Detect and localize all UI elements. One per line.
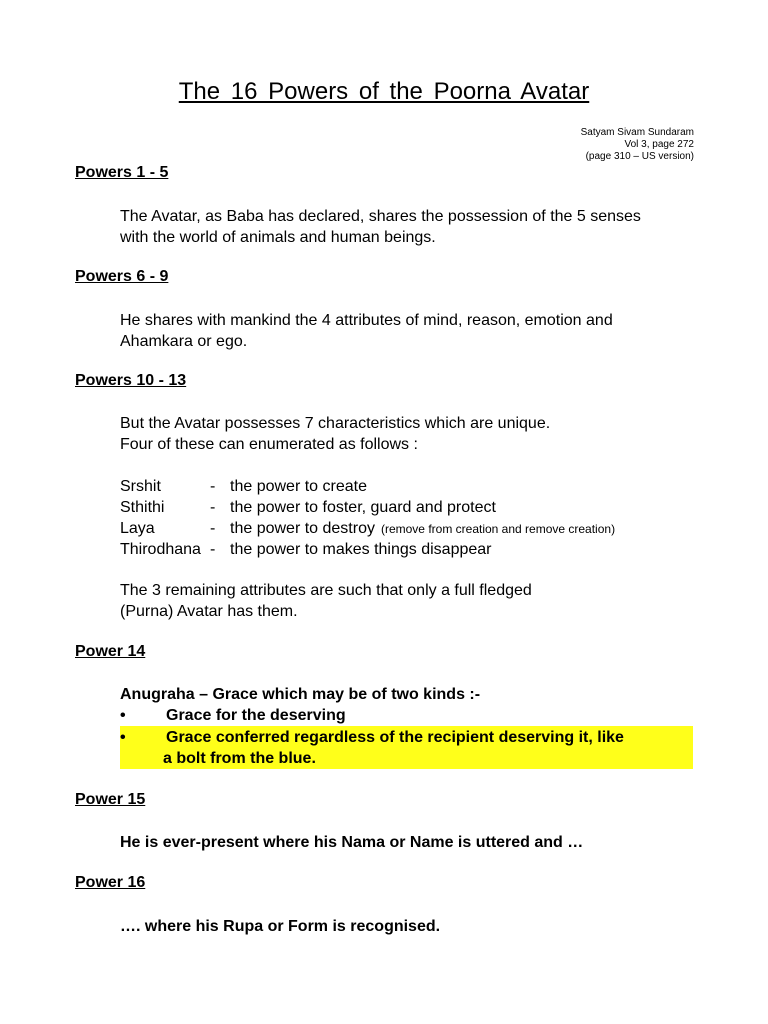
bullet-icon: • <box>120 729 126 746</box>
section-intro: Anugraha – Grace which may be of two kinds :- <box>120 686 481 703</box>
section-heading: Powers 1 - 5 <box>75 164 169 181</box>
definition-term: Sthithi <box>120 499 165 516</box>
definition-row <box>120 476 367 497</box>
section-heading: Powers 10 - 13 <box>75 372 187 389</box>
bullet-text: Grace for the deserving <box>166 707 346 724</box>
definition-row <box>120 497 496 518</box>
definition-row <box>120 518 615 539</box>
paragraph-line: The 3 remaining attributes are such that only a full fledged <box>120 582 532 599</box>
paragraph-line: Four of these can enumerated as follows : <box>120 436 418 453</box>
bullet-text: Grace conferred regardless of the recipient deserving it, like <box>166 729 624 746</box>
definition-dash: - <box>210 499 216 516</box>
bullet-continuation: a bolt from the blue. <box>163 750 316 767</box>
section-paragraph <box>120 580 532 622</box>
bullet-icon: • <box>120 707 126 724</box>
source-line: Satyam Sivam Sundaram <box>580 127 694 138</box>
section-paragraph <box>120 206 641 248</box>
definition-row <box>120 539 491 560</box>
definition-dash: - <box>210 541 216 558</box>
definition-description: the power to foster, guard and protect <box>230 499 496 516</box>
paragraph-line: with the world of animals and human beings. <box>120 229 436 246</box>
source-line: (page 310 – US version) <box>585 151 694 162</box>
paragraph-line: The Avatar, as Baba has declared, shares the possession of the 5 senses <box>120 208 641 225</box>
section-heading: Power 16 <box>75 874 146 891</box>
definition-description: the power to makes things disappear <box>230 541 492 558</box>
definition-term: Thirodhana <box>120 541 201 558</box>
source-citation <box>581 127 694 163</box>
section-paragraph <box>120 310 613 352</box>
definition-description: the power to create <box>230 478 367 495</box>
definition-term: Srshit <box>120 478 161 495</box>
section-heading: Power 15 <box>75 791 146 808</box>
definition-note: (remove from creation and remove creation) <box>380 522 616 536</box>
paragraph-line: (Purna) Avatar has them. <box>120 603 298 620</box>
section-paragraph: He is ever-present where his Nama or Name is uttered and … <box>120 834 584 851</box>
page-title: The 16 Powers of the Poorna Avatar <box>178 78 590 105</box>
paragraph-line: But the Avatar possesses 7 characteristics which are unique. <box>120 415 551 432</box>
section-paragraph <box>120 413 550 455</box>
bullet-item <box>120 705 346 726</box>
section-paragraph: …. where his Rupa or Form is recognised. <box>120 918 441 935</box>
paragraph-line: He shares with mankind the 4 attributes of mind, reason, emotion and <box>120 312 613 329</box>
definition-dash: - <box>210 478 216 495</box>
paragraph-line: Ahamkara or ego. <box>120 333 248 350</box>
source-line: Vol 3, page 272 <box>624 139 694 150</box>
section-heading: Power 14 <box>75 643 146 660</box>
bullet-item-highlighted <box>120 727 624 748</box>
definition-dash: - <box>210 520 216 537</box>
definition-description: the power to destroy <box>230 520 375 537</box>
definition-term: Laya <box>120 520 155 537</box>
section-heading: Powers 6 - 9 <box>75 268 169 285</box>
